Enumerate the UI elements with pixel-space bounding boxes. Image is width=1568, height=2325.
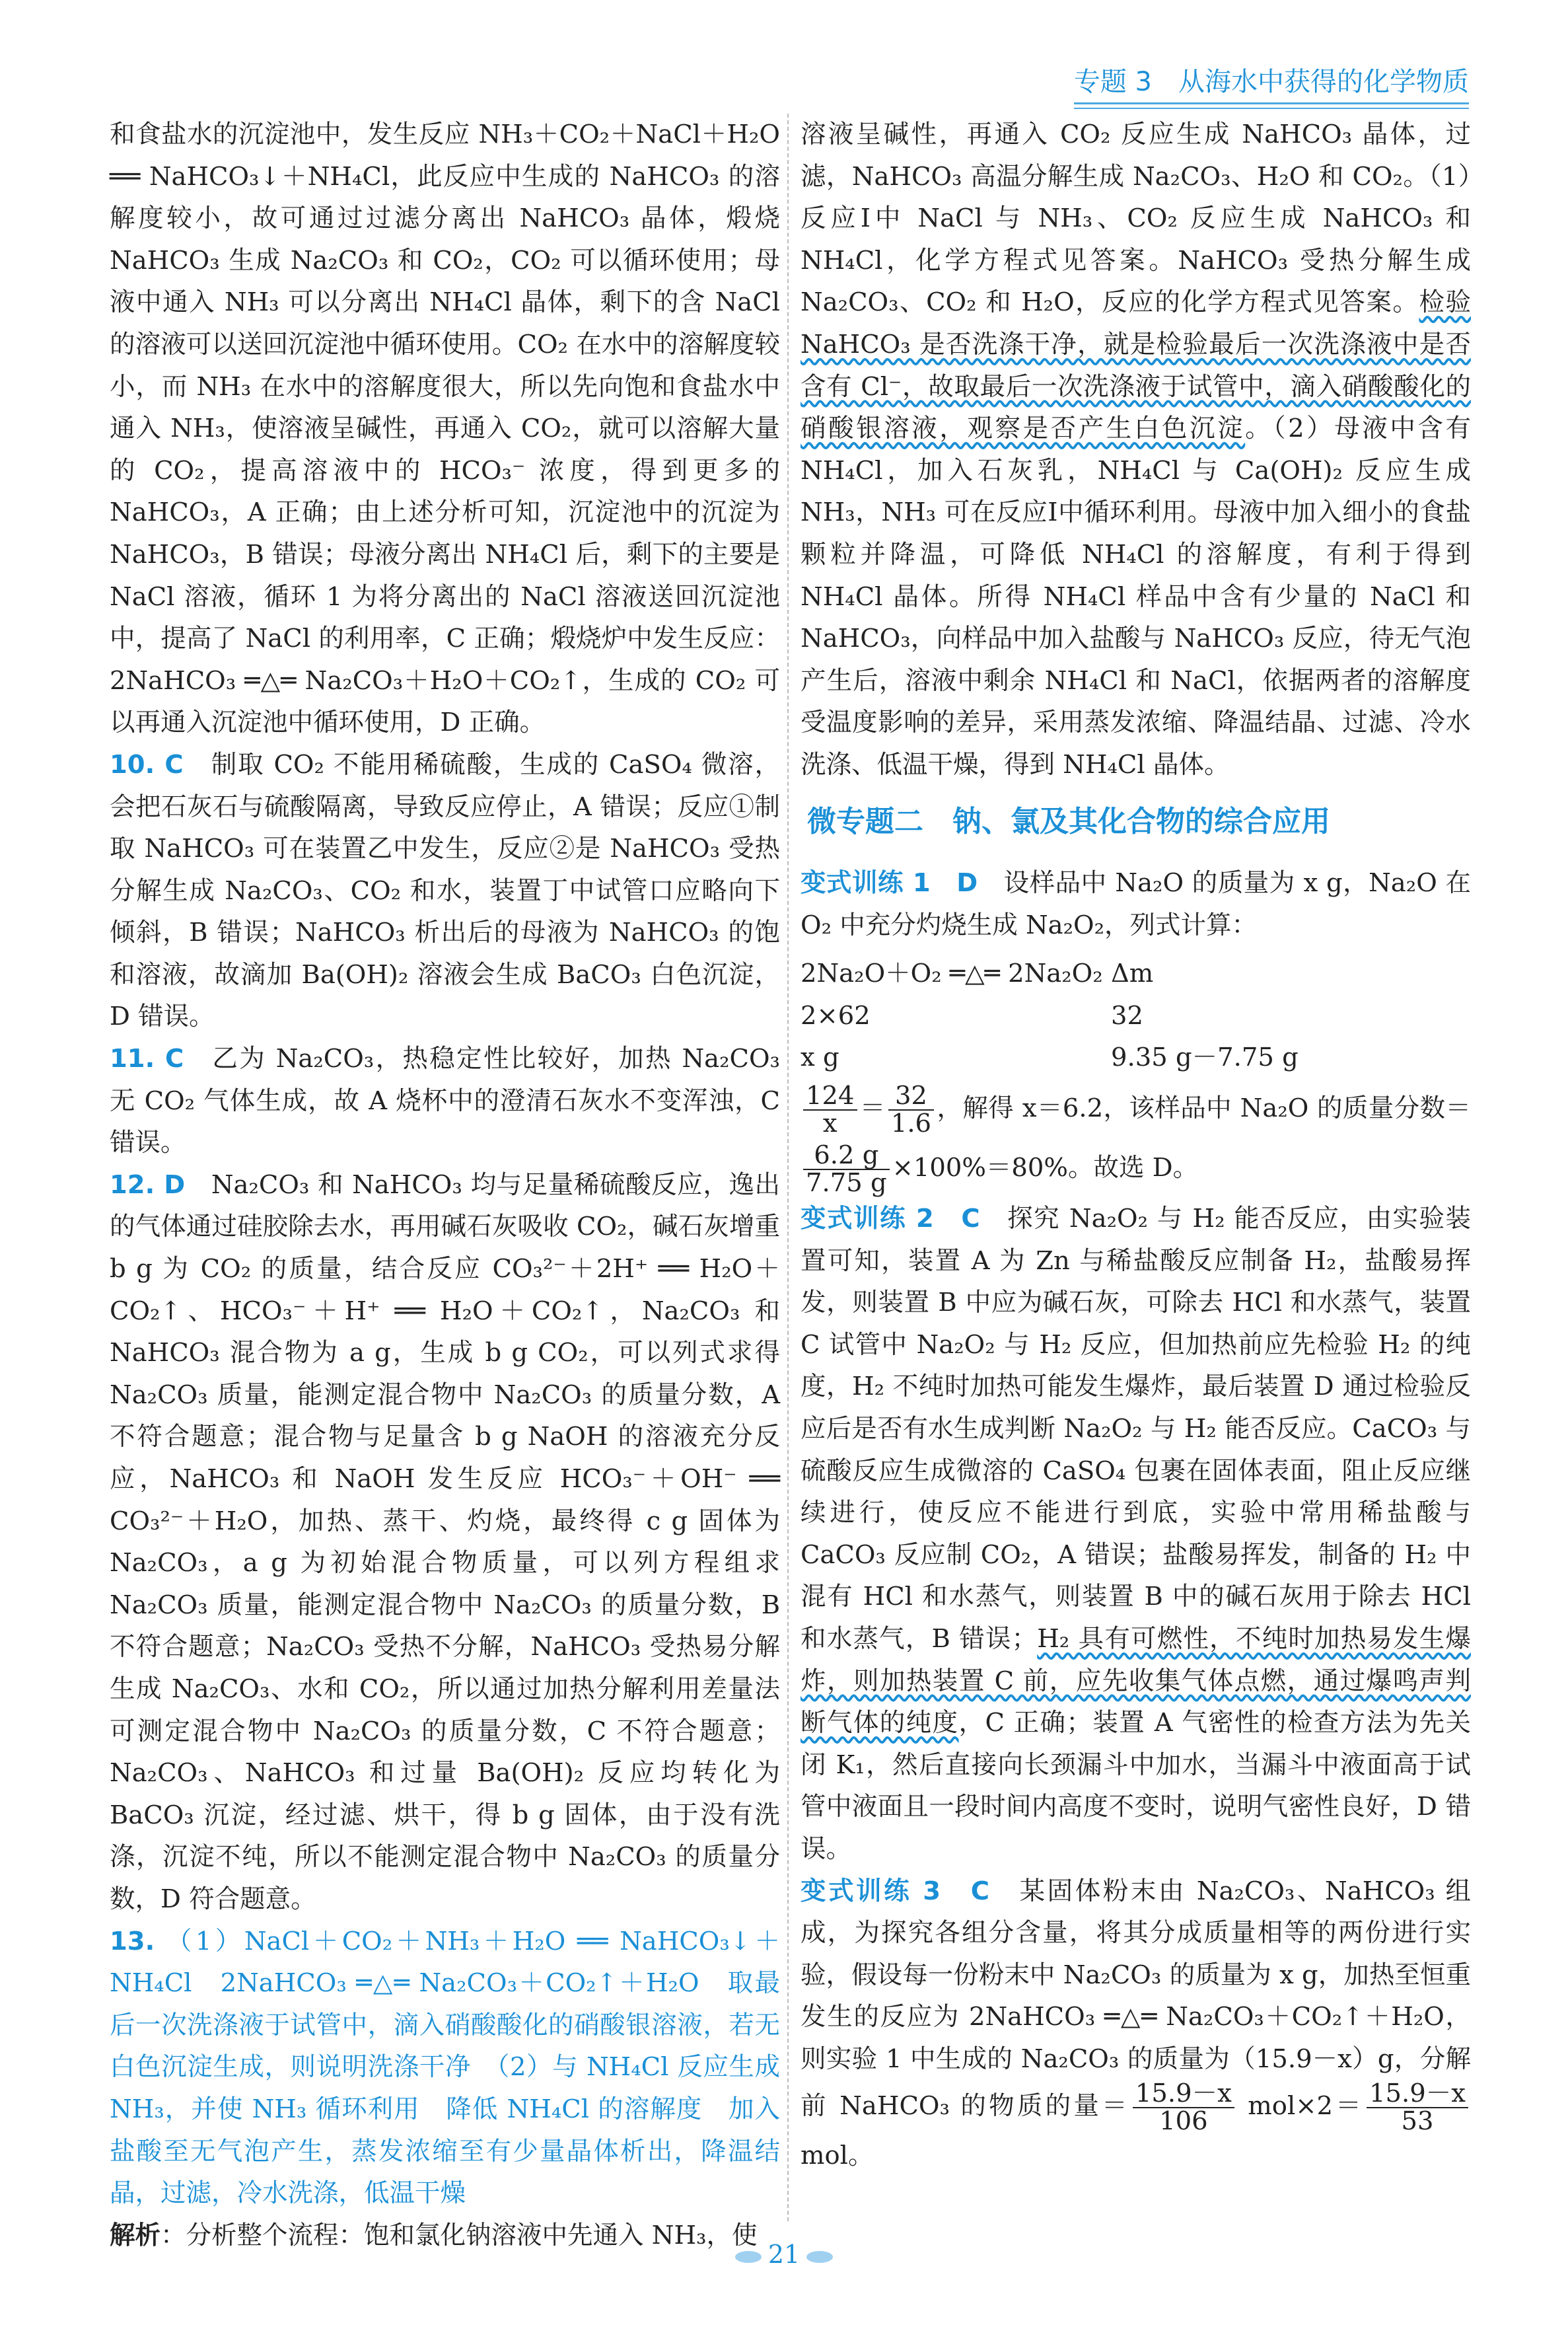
answer-10 [110, 744, 780, 1038]
reaction-equation: 2Na₂O＋O₂ ═△═ 2Na₂O₂ [801, 959, 1103, 989]
text-segment: 某固体粉末由 Na₂CO₃、NaHCO₃ 组成，为探究各组分含量，将其分成质量相等的两份进行实验，假设每一份粉末中 Na₂CO₃ 的质量为 x g，加热至恒重发生的反应为 2NaHCO₃ ═△═ Na₂CO₃＋CO₂↑＋H₂O，则实验 1 中生成的 Na₂CO₃ 的质量为（15.9－x）g，分解前 NaHCO₃ 的物质的量＝ [801, 1876, 1471, 2121]
ornament-icon [735, 2251, 762, 2263]
numerator: 15.9－x [1133, 2081, 1234, 2108]
mass-difference: 9.35 g－7.75 g [1111, 1043, 1299, 1073]
text-segment: 和食盐水的沉淀池中，发生反应 NH₃＋CO₂＋NaCl＋H₂O ══ NaHCO₃↓＋NH₄Cl，此反应中生成的 NaHCO₃ 的溶解度较小，故可通过过滤分离出 NaHCO₃ 晶体，煅烧 NaHCO₃ 生成 Na₂CO₃ 和 CO₂，CO₂ 可以循环使用；母液中通入 NH₃ 可以分离出 NH₄Cl 晶体，剩下的含 NaCl 的溶液可以送回沉淀池中循环使用。CO₂ 在水中的溶解度较小，而 NH₃ 在水中的溶解度很大，所以先向饱和食盐水中通入 NH₃，使溶液呈碱性，再通入 CO₂，就可以溶解大量的 CO₂，提高溶液中的 HCO₃⁻ 浓度，得到更多的 NaHCO₃，A 正确；由上述分析可知，沉淀池中的沉淀为 NaHCO₃，B 错误；母液分离出 NH₄Cl 后，剩下的主要是 NaCl 溶液，循环 1 为将分离出的 NaCl 溶液送回沉淀池中，提高了 NaCl 的利用率，C 正确；煅烧炉中发生反应：2NaHCO₃ ═△═ Na₂CO₃＋H₂O＋CO₂↑，生成的 CO₂ 可以再通入沉淀池中循环使用，D 正确。 [110, 120, 780, 738]
denominator: 1.6 [890, 1109, 932, 1139]
text-segment: 制取 CO₂ 不能用稀硫酸，生成的 CaSO₄ 微溶，会把石灰石与硫酸隔离，导致反应停止，A 错误；反应①制取 NaHCO₃ 可在装置乙中发生，反应②是 NaHCO₃ 受热分解生成 Na₂CO₃、CO₂ 和水，装置丁中试管口应略向下倾斜，B 错误；NaHCO₃ 析出后的母液为 NaHCO₃ 的饱和溶液，故滴加 Ba(OH)₂ 溶液会生成 BaCO₃ 白色沉淀，D 错误。 [110, 749, 780, 1032]
text-segment: 溶液呈碱性，再通入 CO₂ 反应生成 NaHCO₃ 晶体，过滤，NaHCO₃ 高温分解生成 Na₂CO₃、H₂O 和 CO₂。（1）反应Ⅰ中 NaCl 与 NH₃、CO₂ 反应生成 NaHCO₃ 和 NH₄Cl，化学方程式见答案。NaHCO₃ 受热分解生成 Na₂CO₃、CO₂ 和 H₂O，反应的化学方程式见答案。 [801, 120, 1471, 318]
variant-exercise-1-calc [801, 1079, 1471, 1198]
calculation-table [801, 953, 1471, 1079]
denominator: 106 [1159, 2106, 1208, 2136]
answer-12 [110, 1164, 780, 1921]
fraction [1133, 2078, 1234, 2136]
fraction [803, 1142, 890, 1197]
page-number [0, 2240, 1568, 2269]
variant-exercise-2 [801, 1198, 1471, 1870]
answer-13-analysis-continued [801, 114, 1471, 786]
numerator: 6.2 g [803, 1142, 890, 1170]
chapter-header: 专题 3 从海水中获得的化学物质 [1074, 61, 1469, 104]
numerator: 32 [888, 1083, 934, 1111]
molar-mass-value: 2×62 [801, 1000, 871, 1031]
fraction [803, 1083, 857, 1137]
text-segment: 。（2）母液中含有 NH₄Cl，加入石灰乳，NH₄Cl 与 Ca(OH)₂ 反应生成 NH₃，NH₃ 可在反应Ⅰ中循环利用。母液中加入细小的食盐颗粒并降温，可降低 NH₄Cl 的溶解度，有利于得到 NH₄Cl 晶体。所得 NH₄Cl 样品中含有少量的 NaCl 和 NaHCO₃，向样品中加入盐酸与 NaHCO₃ 反应，待无气泡产生后，溶液中剩余 NH₄Cl 和 NaCl，依据两者的溶解度受温度影响的差异，采用蒸发浓缩、降温结晶、过滤、冷水洗涤、低温干燥，得到 NH₄Cl 晶体。 [801, 414, 1471, 780]
column-divider [787, 114, 789, 2221]
ornament-icon [806, 2251, 833, 2263]
delta-m-label: Δm [1111, 959, 1154, 989]
answer-13 [110, 1921, 780, 2215]
question-label: 11. C [110, 1044, 184, 1074]
question-label: 10. C [110, 749, 184, 780]
question-label: 变式训练 3 C [801, 1876, 989, 1906]
variant-exercise-1 [801, 862, 1471, 946]
numerator: 124 [803, 1083, 857, 1111]
emphasized-text: 检验 NaHCO₃ 是否洗涤干净，就是检验最后一次洗涤液中是否含有 Cl⁻，故取最后一次洗涤液于试管中，滴入硝酸酸化的硝酸银溶液，观察是否产生白色沉淀 [801, 287, 1471, 444]
text-segment: mol×2＝ [1236, 2090, 1365, 2121]
text-segment: 探究 Na₂O₂ 与 H₂ 能否反应，由实验装置可知，装置 A 为 Zn 与稀盐酸反应制备 H₂，盐酸易挥发，则装置 B 中应为碱石灰，可除去 HCl 和水蒸气，装置 C 试管中 Na₂O₂ 与 H₂ 反应，但加热前应先检验 H₂ 的纯度，H₂ 不纯时加热可能发生爆炸，最后装置 D 通过检验反应后是否有水生成判断 Na₂O₂ 与 H₂ 能否反应。CaCO₃ 与硫酸反应生成微溶的 CaSO₄ 包裹在固体表面，阻止反应继续进行，使反应不能进行到底，实验中常用稀盐酸与 CaCO₃ 反应制 CO₂，A 错误；盐酸易挥发，制备的 H₂ 中混有 HCl 和水蒸气，则装置 B 中的碱石灰用于除去 HCl 和水蒸气，B 错误； [801, 1204, 1471, 1654]
text-segment: 设样品中 Na₂O 的质量为 x g，Na₂O 在 O₂ 中充分灼烧生成 Na₂O₂，列式计算： [801, 868, 1471, 940]
text-segment: ×100%＝80%。故选 D。 [892, 1153, 1199, 1183]
question-label: 13. [110, 1926, 155, 1956]
text-segment: 解析 [110, 2220, 161, 2250]
answer-11 [110, 1038, 780, 1164]
numerator: 15.9－x [1367, 2081, 1468, 2108]
page-number-text: 21 [767, 2240, 801, 2269]
denominator: x [822, 1109, 837, 1139]
section-title: 微专题二 钠、氯及其化合物的综合应用 [807, 804, 1330, 838]
denominator: 53 [1401, 2106, 1434, 2136]
left-column [110, 114, 780, 2256]
variant-exercise-3 [801, 1870, 1471, 2177]
text-segment: ，C 正确；装置 A 气密性的检查方法为先关闭 K₁，然后直接向长颈漏斗中加水，当漏斗中液面高于试管中液面且一段时间内高度不变时，说明气密性良好，D 错误。 [801, 1708, 1471, 1864]
question-label: 变式训练 2 C [801, 1204, 980, 1234]
denominator: 7.75 g [806, 1168, 887, 1199]
text-segment: （1）NaCl＋CO₂＋NH₃＋H₂O ══ NaHCO₃↓＋NH₄Cl 2NaHCO₃ ═△═ Na₂CO₃＋CO₂↑＋H₂O 取最后一次洗涤液于试管中，滴入硝酸酸化的硝酸银溶液，若无白色沉淀生成，则说明洗涤干净 （2）与 NH₄Cl 反应生成 NH₃，并使 NH₃ 循环利用 降低 NH₄Cl 的溶解度 加入盐酸至无气泡产生，蒸发浓缩至有少量晶体析出，降温结晶，过滤，冷水洗涤，低温干燥 [110, 1926, 780, 2209]
answer-9-continued [110, 114, 780, 744]
fraction [888, 1083, 934, 1137]
text-segment: ，解得 x＝6.2，该样品中 Na₂O 的质量分数＝ [937, 1093, 1471, 1124]
question-label: 变式训练 1 D [801, 868, 978, 899]
text-segment: mol。 [801, 2140, 874, 2170]
text-segment: 乙为 Na₂CO₃，热稳定性比较好，加热 Na₂CO₃ 无 CO₂ 气体生成，故 A 烧杯中的澄清石灰水不变浑浊，C 错误。 [110, 1044, 780, 1158]
mass-x: x g [801, 1043, 839, 1073]
question-label: 12. D [110, 1169, 186, 1200]
fraction [1367, 2078, 1468, 2136]
delta-m-value: 32 [1111, 1000, 1143, 1031]
text-segment: ＝ [859, 1093, 886, 1124]
right-column [801, 114, 1471, 2176]
text-segment: Na₂CO₃ 和 NaHCO₃ 均与足量稀硫酸反应，逸出的气体通过硅胶除去水，再用碱石灰吸收 CO₂，碱石灰增重 b g 为 CO₂ 的质量，结合反应 CO₃²⁻＋2H⁺ ══ H₂O＋CO₂↑、HCO₃⁻＋H⁺ ══ H₂O＋CO₂↑，Na₂CO₃ 和 NaHCO₃ 混合物为 a g，生成 b g CO₂，可以列式求得 Na₂CO₃ 质量，能测定混合物中 Na₂CO₃ 的质量分数，A 不符合题意；混合物与足量含 b g NaOH 的溶液充分反应，NaHCO₃ 和 NaOH 发生反应 HCO₃⁻＋OH⁻ ══ CO₃²⁻＋H₂O，加热、蒸干、灼烧，最终得 c g 固体为 Na₂CO₃，a g 为初始混合物质量，可以列方程组求 Na₂CO₃ 质量，能测定混合物中 Na₂CO₃ 的质量分数，B 不符合题意；Na₂CO₃ 受热不分解，NaHCO₃ 受热易分解生成 Na₂CO₃、水和 CO₂，所以通过加热分解利用差量法可测定混合物中 Na₂CO₃ 的质量分数，C 不符合题意；Na₂CO₃、NaHCO₃ 和过量 Ba(OH)₂ 反应均转化为 BaCO₃ 沉淀，经过滤、烘干，得 b g 固体，由于没有洗涤，沉淀不纯，所以不能测定混合物中 Na₂CO₃ 的质量分数，D 符合题意。 [110, 1169, 780, 1914]
text-segment: ：分析整个流程：饱和氯化钠溶液中先通入 NH₃，使 [160, 2220, 758, 2250]
emphasized-text: H₂ 具有可燃性，不纯时加热易发生爆炸，则加热装置 C 前，应先收集气体点燃，通过爆鸣声判断气体的纯度 [801, 1624, 1472, 1738]
